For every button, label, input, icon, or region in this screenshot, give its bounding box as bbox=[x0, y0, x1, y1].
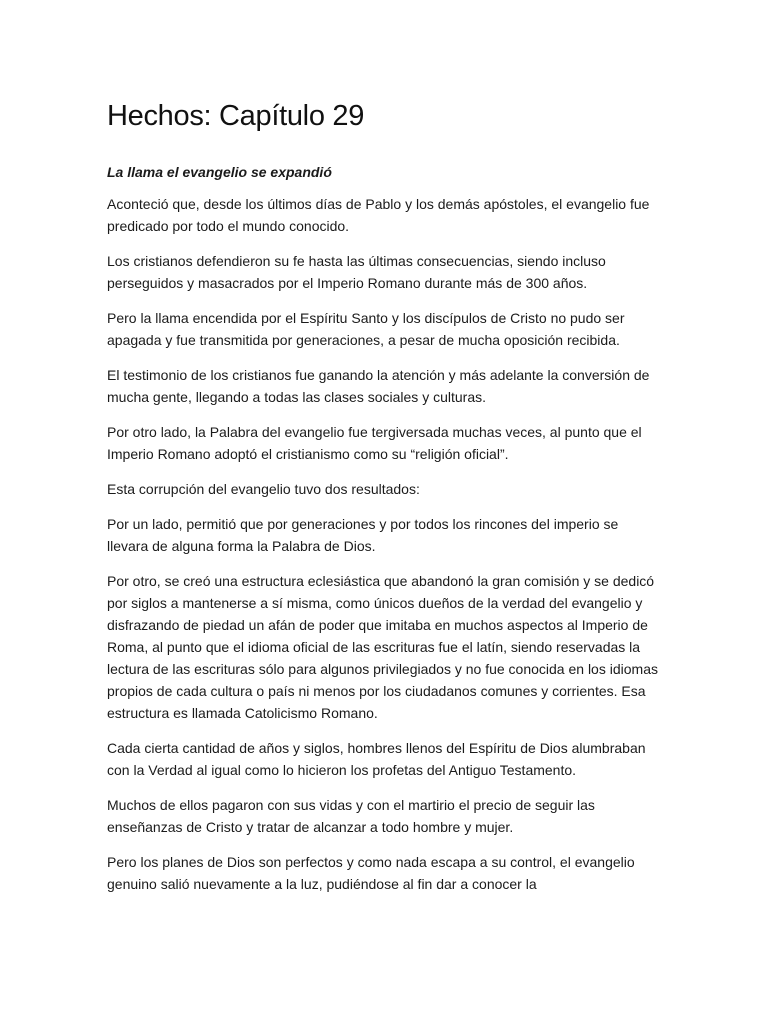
section-subtitle: La llama el evangelio se expandió bbox=[107, 164, 332, 180]
paragraph: El testimonio de los cristianos fue ganando la atención y más adelante la conversión de mucha gente, llegando a todas las clases sociales y culturas. bbox=[107, 367, 650, 405]
paragraph: Pero la llama encendida por el Espíritu Santo y los discípulos de Cristo no pudo ser apagada y fue transmitida por generaciones, a pesar de mucha oposición recibida. bbox=[107, 310, 625, 348]
paragraph: Por otro, se creó una estructura eclesiástica que abandonó la gran comisión y se dedicó por siglos a mantenerse a sí misma, como únicos dueños de la verdad del evangelio y disfrazando de piedad un afán de poder que imitaba en muchos aspectos al Imperio de Roma, al punto que el idioma oficial de las escrituras fue el latín, siendo reservadas la lectura de las escrituras sólo para algunos privilegiados y no fue conocida en los idiomas propios de cada cultura o país ni menos por los ciudadanos comunes y corrientes. Esa estructura es llamada Catolicismo Romano. bbox=[107, 573, 658, 721]
paragraph: Cada cierta cantidad de años y siglos, hombres llenos del Espíritu de Dios alumbraban con la Verdad al igual como lo hicieron los profetas del Antiguo Testamento. bbox=[107, 740, 646, 778]
document-page bbox=[107, 97, 663, 908]
paragraph: Aconteció que, desde los últimos días de Pablo y los demás apóstoles, el evangelio fue predicado por todo el mundo conocido. bbox=[107, 196, 650, 234]
paragraph: Los cristianos defendieron su fe hasta las últimas consecuencias, siendo incluso perseguidos y masacrados por el Imperio Romano durante más de 300 años. bbox=[107, 253, 606, 291]
paragraph: Pero los planes de Dios son perfectos y como nada escapa a su control, el evangelio genuino salió nuevamente a la luz, pudiéndose al fin dar a conocer la bbox=[107, 854, 635, 892]
paragraph: Por un lado, permitió que por generaciones y por todos los rincones del imperio se llevara de alguna forma la Palabra de Dios. bbox=[107, 516, 619, 554]
paragraph: Muchos de ellos pagaron con sus vidas y con el martirio el precio de seguir las enseñanzas de Cristo y tratar de alcanzar a todo hombre y mujer. bbox=[107, 797, 595, 835]
paragraph: Esta corrupción del evangelio tuvo dos resultados: bbox=[107, 481, 420, 497]
page-title: Hechos: Capítulo 29 bbox=[107, 100, 365, 132]
paragraph: Por otro lado, la Palabra del evangelio fue tergiversada muchas veces, al punto que el Imperio Romano adoptó el cristianismo como su “religión oficial”. bbox=[107, 424, 642, 462]
